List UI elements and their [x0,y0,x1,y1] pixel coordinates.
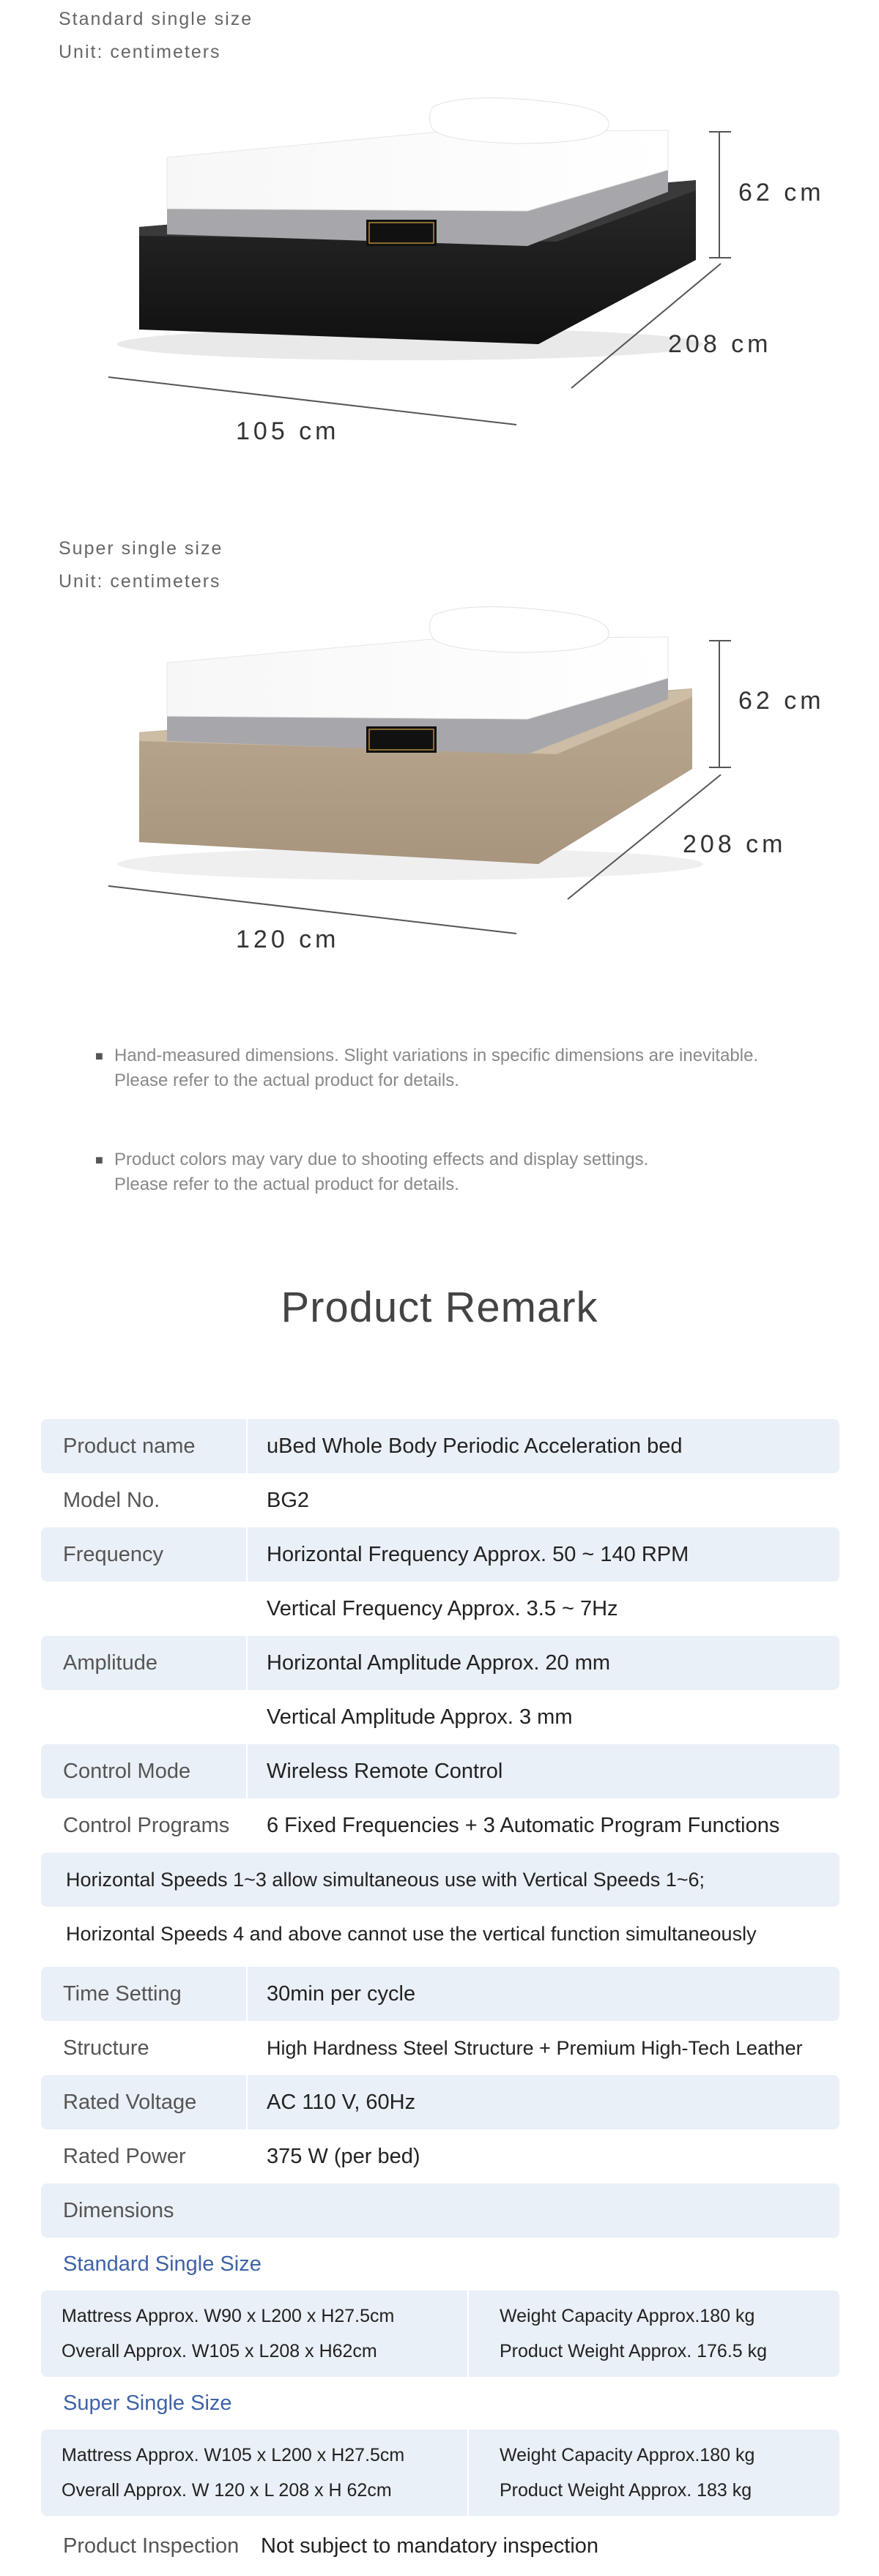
spec-row-model [41,1473,839,1527]
bullet-icon: ■ [95,1153,103,1167]
spec-value: High Hardness Steel Structure + Premium High-Tech Leather [267,2036,803,2059]
spec-label: Amplitude [63,1650,157,1675]
note-item [95,1147,828,1197]
dimensions-col [41,2430,467,2516]
spec-label: Time Setting [63,1981,182,2006]
super-single-heading: Super Single Size [63,2391,232,2415]
spec-value: BG2 [267,1488,310,1512]
weight-col [469,2290,767,2377]
overall-dimensions: Overall Approx. W 120 x L 208 x H 62cm [62,2480,392,2501]
standard-length-dimension: 208 cm [668,330,772,358]
weight-col [469,2430,754,2516]
spec-label: Dimensions [63,2198,174,2222]
spec-value: AC 110 V, 60Hz [267,2090,416,2114]
standard-height-dimension: 62 cm [738,179,825,206]
overall-dimensions: Overall Approx. W105 x L208 x H62cm [62,2341,377,2361]
super-unit-caption: Unit: centimeters [59,571,221,592]
spec-value: Vertical Frequency Approx. 3.5 ~ 7Hz [267,1596,618,1620]
spec-row-amplitude [41,1636,839,1690]
standard-width-dimension: 105 cm [236,417,340,445]
speed-note-row [41,1907,839,1961]
spec-table [41,1419,839,2576]
spec-row-time-setting [41,1967,839,2021]
spec-value: Wireless Remote Control [267,1759,503,1783]
spec-row-control-programs [41,1798,839,1853]
weight-capacity: Weight Capacity Approx.180 kg [500,2445,755,2465]
dimensions-col [41,2290,467,2377]
spec-value: Horizontal Frequency Approx. 50 ~ 140 RPM [267,1542,689,1566]
speed-note: Horizontal Speeds 1~3 allow simultaneous use with Vertical Speeds 1~6; [66,1868,705,1891]
super-dimensions-grid [41,2430,839,2516]
product-weight: Product Weight Approx. 176.5 kg [500,2341,768,2361]
spec-row-structure [41,2021,839,2075]
note-line: Please refer to the actual product for details. [114,1175,459,1194]
note-line: Hand-measured dimensions. Slight variations in specific dimensions are inevitable. [114,1046,759,1065]
note-line: Product colors may vary due to shooting effects and display settings. [114,1150,649,1169]
spec-label: Model No. [63,1488,160,1512]
super-size-caption: Super single size [59,538,223,559]
spec-value: Horizontal Amplitude Approx. 20 mm [267,1650,611,1675]
standard-bed-illustration [0,73,879,454]
standard-single-heading: Standard Single Size [63,2252,262,2276]
spec-row-product-name [41,1419,839,1473]
spec-value: Vertical Amplitude Approx. 3 mm [267,1705,573,1729]
mattress-dimensions: Mattress Approx. W90 x L200 x H27.5cm [62,2306,395,2326]
spec-value: 375 W (per bed) [267,2144,420,2168]
spec-label: Rated Power [63,2144,186,2168]
notes-list [95,1043,828,1251]
standard-dimensions-grid [41,2290,839,2377]
super-height-dimension: 62 cm [738,687,825,715]
spec-value: 30min per cycle [267,1981,416,2006]
product-weight: Product Weight Approx. 183 kg [500,2480,752,2501]
note-item [95,1043,828,1093]
spec-label: Frequency [63,1542,164,1566]
spec-row-rated-power [41,2129,839,2184]
spec-value: 6 Fixed Frequencies + 3 Automatic Program Functions [267,1813,780,1837]
spec-label: Control Mode [63,1759,191,1783]
spec-row-inspection [41,2516,839,2576]
spec-label: Control Programs [63,1813,230,1837]
spec-row-control-mode [41,1744,839,1798]
weight-capacity: Weight Capacity Approx.180 kg [500,2306,755,2326]
speed-note-row [41,1853,839,1907]
product-remark-title: Product Remark [281,1284,598,1331]
super-bed-illustration [0,586,879,967]
spec-value: Not subject to mandatory inspection [261,2534,599,2558]
super-width-dimension: 120 cm [236,926,340,953]
spec-row-amplitude-vertical [41,1690,839,1744]
spec-label: Product Inspection [63,2534,240,2558]
mattress-dimensions: Mattress Approx. W105 x L200 x H27.5cm [62,2445,405,2465]
super-length-dimension: 208 cm [683,830,787,858]
speed-note: Horizontal Speeds 4 and above cannot use the vertical function simultaneously [66,1922,757,1945]
standard-unit-caption: Unit: centimeters [59,42,221,62]
note-line: Please refer to the actual product for details. [114,1071,459,1090]
spec-label: Product name [63,1434,196,1458]
spec-row-frequency [41,1527,839,1582]
spec-value: uBed Whole Body Periodic Acceleration bed [267,1434,683,1458]
spec-row-frequency-vertical [41,1582,839,1636]
spec-row-rated-voltage [41,2075,839,2129]
spec-label: Rated Voltage [63,2090,197,2114]
standard-size-caption: Standard single size [59,9,253,29]
bullet-icon: ■ [95,1049,103,1063]
spec-row-dimensions [41,2184,839,2238]
spec-label: Structure [63,2036,149,2060]
